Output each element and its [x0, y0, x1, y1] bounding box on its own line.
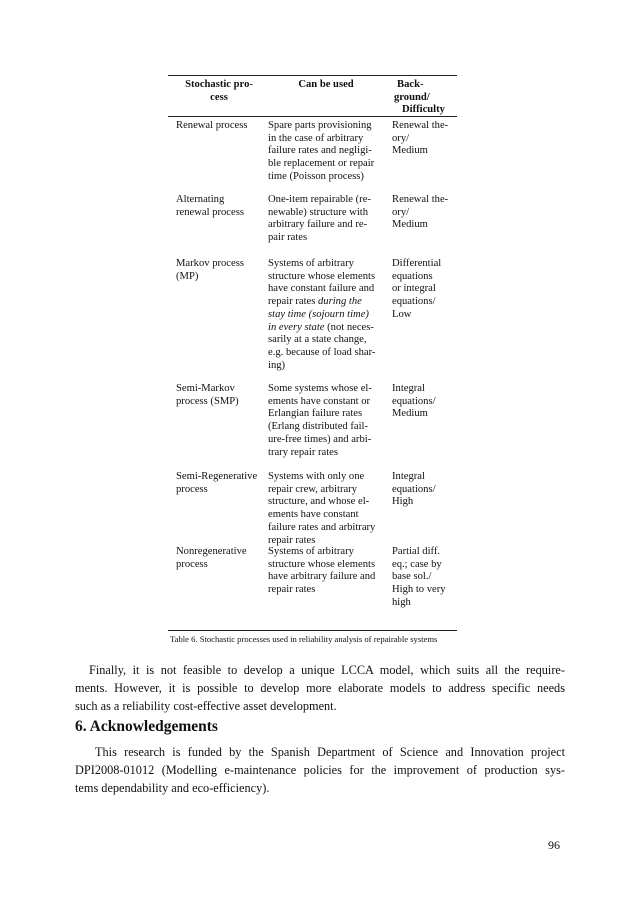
table-cell-use [268, 258, 384, 372]
table-cell-process [176, 258, 266, 283]
table-header-rule [168, 116, 457, 117]
header-process [177, 79, 261, 104]
header-process-line2: cess [210, 91, 228, 103]
table-cell-line: process (SMP) [176, 395, 239, 407]
table-cell-line: Some systems whose el- [268, 383, 372, 394]
table-cell-line: stay time (sojourn time) [268, 308, 369, 320]
table-cell-line: or integral [392, 283, 436, 295]
table-cell-line: eq.; case by [392, 558, 442, 570]
table-cell-line: process [176, 483, 208, 495]
table-cell-line: Systems with only one [268, 471, 365, 482]
table-cell-process [176, 120, 266, 133]
table-cell-process [176, 471, 266, 496]
table-cell-line: have arbitrary failure and [268, 571, 376, 583]
table-cell-line: Medium [392, 408, 428, 420]
table-cell-line: Systems of arbitrary [268, 258, 354, 269]
table-cell-line: ements have constant or [268, 395, 371, 407]
table-cell-line: Semi-Markov [176, 383, 235, 394]
table-cell-line: repair crew, arbitrary [268, 483, 358, 495]
table-cell-difficulty [392, 471, 454, 509]
table-cell-line: newable) structure with [268, 206, 369, 218]
table-cell-line: repair rates [268, 584, 316, 596]
paragraph-line: Finally, it is not feasible to develop a unique LCCA model, which suits all the require- [89, 663, 565, 677]
header-difficulty-line1: Back- [397, 79, 424, 90]
table-cell-line: arbitrary failure and re- [268, 219, 368, 231]
table-cell-line: sarily at a state change, [268, 334, 367, 346]
table-cell-line: (MP) [176, 270, 199, 282]
table-bottom-rule [168, 630, 457, 631]
table-cell-line: trary repair rates [268, 446, 338, 458]
table-cell-line: Spare parts provisioning [268, 120, 372, 131]
table-cell-line: Low [392, 308, 412, 320]
table-cell-line: High to very [392, 584, 446, 596]
table-cell-line: Integral [392, 383, 425, 394]
table-cell-line: Renewal the- [392, 120, 449, 131]
table-cell-difficulty [392, 546, 454, 610]
header-difficulty [394, 79, 456, 117]
table-cell-line: ure-free times) and arbi- [268, 433, 372, 445]
table-cell-line: in the case of arbitrary [268, 132, 364, 144]
header-use [268, 79, 384, 92]
table-cell-line: One-item repairable (re- [268, 194, 371, 205]
table-cell-use [268, 383, 384, 459]
table-cell-line: structure whose elements [268, 270, 376, 282]
table-cell-use [268, 120, 384, 184]
table-cell-line: High [392, 496, 414, 508]
table-cell-line: time (Poisson process) [268, 170, 364, 182]
table-cell-process [176, 194, 266, 219]
table-cell-line: have constant failure and [268, 283, 375, 295]
table-cell-difficulty [392, 383, 454, 421]
table-cell-process [176, 383, 266, 408]
table-cell-line: (Erlang distributed fail- [268, 421, 369, 433]
table-cell-line: ory/ [392, 206, 410, 218]
table-cell-line: Partial diff. [392, 546, 441, 557]
table-cell-line: Medium [392, 219, 428, 231]
table-cell-line: renewal process [176, 206, 244, 218]
table-cell-line: Renewal the- [392, 194, 449, 205]
table-cell-use [268, 546, 384, 597]
table-cell-use [268, 471, 384, 547]
page-number: 96 [548, 838, 560, 852]
table-cell-line: Integral [392, 471, 425, 482]
table-top-rule [168, 75, 457, 76]
table-cell-line: equations [392, 270, 433, 282]
paragraph-conclusion [75, 661, 565, 715]
table-cell-line: Semi-Regenerative [176, 471, 258, 482]
table-cell-process [176, 546, 266, 571]
table-cell-difficulty [392, 120, 454, 158]
paragraph-line: This research is funded by the Spanish Department of Science and Innovation project [95, 745, 565, 759]
table-cell-line: process [176, 558, 208, 570]
table-cell-line: equations/ [392, 483, 436, 495]
table-cell-line: Differential [392, 258, 442, 269]
table-cell-line: Alternating [176, 194, 225, 205]
header-use-line1: Can be used [298, 79, 354, 90]
table-cell-line: Erlangian failure rates [268, 408, 363, 420]
header-process-line1: Stochastic pro- [185, 79, 253, 90]
table-cell-line: failure rates and arbitrary [268, 521, 376, 533]
table-cell-line: Nonregenerative [176, 546, 247, 557]
paragraph-line: such as a reliability cost-effective asset development. [75, 699, 337, 713]
table-cell-line: Medium [392, 145, 428, 157]
header-difficulty-line3: Difficulty [402, 104, 445, 115]
table-cell-line: equations/ [392, 296, 436, 308]
header-difficulty-line2: ground/ [394, 91, 430, 103]
table-cell-line: ements have constant [268, 509, 359, 521]
table-cell-line: repair rates [268, 534, 316, 546]
paragraph-acknowledgements [75, 743, 565, 797]
paragraph-line: ments. However, it is possible to develop more elaborate models to address specific needs [75, 681, 565, 695]
table-cell-line: in every state (not neces- [268, 321, 374, 333]
table-cell-line: pair rates [268, 232, 308, 244]
table-cell-line: base sol./ [392, 571, 432, 583]
table-cell-difficulty [392, 258, 454, 322]
table-cell-line: Systems of arbitrary [268, 546, 354, 557]
table-cell-line: ble replacement or repair [268, 158, 375, 170]
table-cell-line: equations/ [392, 395, 436, 407]
table-cell-line: Markov process [176, 258, 244, 269]
table-cell-line: structure, and whose el- [268, 496, 370, 508]
paragraph-line: DPI2008-01012 (Modelling e-maintenance policies for the improvement of production sys- [75, 763, 565, 777]
table-cell-line: ing) [268, 359, 286, 371]
table-cell-line: ory/ [392, 132, 410, 144]
table-cell-line: high [392, 596, 411, 608]
section-heading: 6. Acknowledgements [75, 718, 218, 735]
table-caption: Table 6. Stochastic processes used in reliability analysis of repairable systems [170, 634, 438, 644]
table-cell-line: failure rates and negligi- [268, 145, 372, 157]
table-cell-difficulty [392, 194, 454, 232]
table-cell-use [268, 194, 384, 245]
table-cell-line: Renewal process [176, 120, 248, 131]
table-cell-line: structure whose elements [268, 558, 376, 570]
paragraph-line: tems dependability and eco-efficiency). [75, 781, 270, 795]
table-cell-line: e.g. because of load shar- [268, 346, 376, 358]
table-cell-line: repair rates during the [268, 296, 362, 308]
